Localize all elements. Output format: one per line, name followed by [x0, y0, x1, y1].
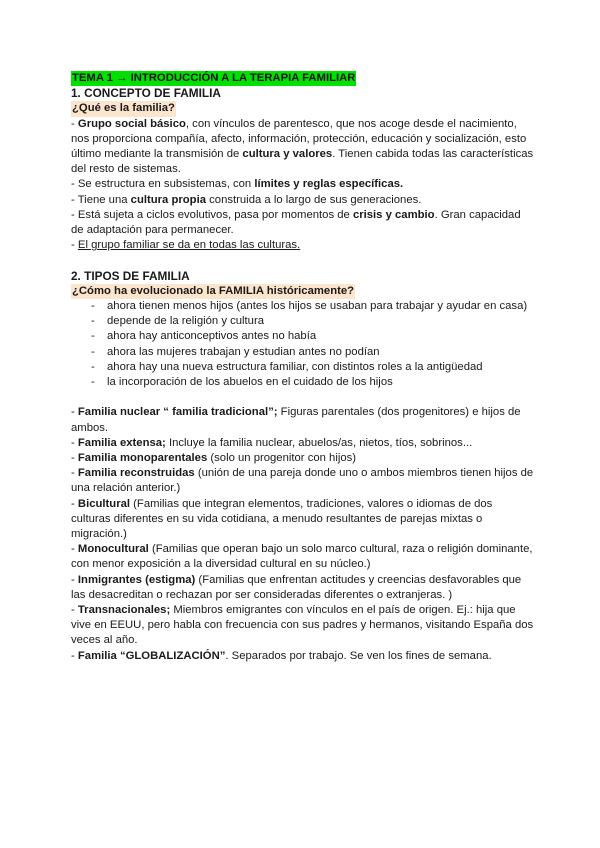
document-body	[71, 71, 541, 664]
bold-term: Familia “GLOBALIZACIÓN”	[77, 649, 226, 662]
text-line	[71, 542, 541, 557]
section-2-question: ¿Cómo ha evolucionado la FAMILIA históricamente?	[71, 284, 355, 299]
text-span: último mediante la transmisión de	[71, 148, 243, 161]
text-line	[71, 588, 541, 603]
text-span: . Gran capacidad	[434, 208, 521, 221]
text-span: Figuras parentales (dos progenitores) e hijos de	[277, 406, 521, 419]
text-line	[71, 603, 541, 618]
bold-term: cultura propia	[130, 193, 206, 206]
bullet-item	[71, 360, 541, 375]
text-line	[71, 573, 541, 588]
bold-term: Familia nuclear “ familia tradicional”;	[77, 406, 278, 419]
text-line	[71, 512, 541, 527]
text-span: Miembros emigrantes con vínculos en el país de origen. Ej.: hija que	[170, 604, 516, 617]
text-span: veces al año.	[71, 634, 138, 647]
text-span: (Familias que enfrentan actitudes y creencias desfavorables que	[195, 573, 522, 586]
family-types-list	[71, 405, 541, 663]
text-line	[71, 177, 541, 192]
text-line	[71, 649, 541, 664]
text-span: de adaptación para permanecer.	[71, 224, 234, 237]
section-2-heading: 2. TIPOS DE FAMILIA	[71, 268, 190, 283]
text-span: nos proporciona compañía, afecto, información, protección, educación y socialización, esto	[71, 132, 527, 145]
bold-term: Familia reconstruidas	[77, 467, 195, 480]
text-span: del resto de sistemas.	[71, 163, 181, 176]
section-1-question: ¿Qué es la familia?	[71, 101, 176, 116]
text-span: -	[71, 497, 78, 510]
bold-term: Inmigrantes (estigma)	[77, 573, 196, 586]
text-span: -	[71, 573, 78, 586]
title-line	[71, 71, 541, 86]
text-line	[71, 223, 541, 238]
text-span: -	[71, 649, 78, 662]
text-line	[71, 557, 541, 572]
text-span: . Separados por trabajo. Se ven los fines de semana.	[225, 649, 492, 662]
text-line	[71, 238, 541, 253]
bold-term: Transnacionales;	[77, 604, 171, 617]
text-span: (unión de una pareja donde uno o ambos miembros tienen hijos de	[194, 467, 534, 480]
text-span: (solo un progenitor con hijos)	[207, 452, 357, 465]
bullet-dash: -	[91, 360, 95, 373]
text-line	[71, 162, 541, 177]
text-span: ambos.	[71, 421, 109, 434]
text-span: -	[71, 239, 78, 252]
text-line	[71, 466, 541, 481]
text-span: - Tiene una	[71, 193, 131, 206]
bold-term: cultura y valores	[242, 148, 333, 161]
bold-term: límites y reglas específicas.	[254, 178, 404, 191]
bold-term: Familia monoparentales	[77, 452, 208, 465]
text-span: - Se estructura en subsistemas, con	[71, 178, 255, 191]
bullet-text: ahora hay una nueva estructura familiar, con distintos roles a la antigüedad	[107, 360, 483, 373]
text-span: -	[71, 452, 78, 465]
bullet-item	[71, 345, 541, 360]
text-span: construida a lo largo de sus generaciones.	[206, 193, 422, 206]
bullet-dash: -	[91, 376, 95, 389]
text-line	[71, 633, 541, 648]
bullet-item	[71, 329, 541, 344]
bold-term: Grupo social básico	[77, 117, 186, 130]
text-span: una relación anterior.)	[71, 482, 181, 495]
bullet-dash: -	[91, 330, 95, 343]
spacer	[71, 253, 541, 268]
text-line	[71, 193, 541, 208]
text-span: (Familias que integran elementos, tradiciones, valores o idiomas de dos	[130, 497, 493, 510]
text-span: las desacreditan o rechazan por ser consideradas diferentes o extranjeras. )	[71, 588, 453, 601]
bullet-item	[71, 299, 541, 314]
text-line	[71, 527, 541, 542]
section-1-lines	[71, 117, 541, 254]
text-line	[71, 147, 541, 162]
spacer	[71, 390, 541, 405]
text-span: -	[71, 604, 78, 617]
text-line	[71, 421, 541, 436]
section-2-bullet-list	[71, 299, 541, 390]
text-span: vive en EEUU, pero habla con frecuencia con sus padres y hermanos, visitando España dos	[71, 619, 534, 632]
bullet-text: ahora las mujeres trabajan y estudian antes no podían	[107, 345, 380, 358]
bullet-text: la incorporación de los abuelos en el cuidado de los hijos	[107, 376, 393, 389]
bold-term: crisis y cambio	[352, 208, 435, 221]
text-line	[71, 436, 541, 451]
text-span: -	[71, 467, 78, 480]
text-line	[71, 405, 541, 420]
bold-term: Monocultural	[77, 543, 149, 556]
bullet-dash: -	[91, 315, 95, 328]
section-1-question-line	[71, 101, 541, 116]
text-span: El grupo familiar se da en todas las culturas.	[77, 239, 301, 252]
text-span: -	[71, 117, 78, 130]
bold-term: Familia extensa;	[77, 436, 166, 449]
document-title: TEMA 1 → INTRODUCCIÓN A LA TERAPIA FAMILIAR	[71, 71, 356, 86]
text-line	[71, 117, 541, 132]
text-line	[71, 618, 541, 633]
text-line	[71, 451, 541, 466]
bullet-text: ahora hay anticonceptivos antes no había	[107, 330, 317, 343]
text-span: - Está sujeta a ciclos evolutivos, pasa por momentos de	[71, 208, 353, 221]
bullet-item	[71, 375, 541, 390]
bullet-dash: -	[91, 345, 95, 358]
bullet-text: ahora tienen menos hijos (antes los hijos se usaban para trabajar y ayudar en casa)	[107, 300, 528, 313]
text-span: . Tienen cabida todas las características	[332, 148, 534, 161]
text-span: culturas diferentes en su vida cotidiana, a menudo resultantes de parejas mixtas o	[71, 512, 483, 525]
text-span: Incluye la familia nuclear, abuelos/as, nietos, tíos, sobrinos...	[165, 436, 473, 449]
text-line	[71, 481, 541, 496]
section-2-question-line	[71, 284, 541, 299]
text-span: con menor exposición a la diversidad cultural en su núcleo.)	[71, 558, 371, 571]
text-span: -	[71, 543, 78, 556]
text-span: (Familias que operan bajo un solo marco cultural, raza o religión dominante,	[148, 543, 533, 556]
text-span: migración.)	[71, 528, 127, 541]
text-span: -	[71, 406, 78, 419]
text-line	[71, 497, 541, 512]
text-span: , con vínculos de parentesco, que nos acoge desde el nacimiento,	[185, 117, 517, 130]
bullet-text: depende de la religión y cultura	[107, 315, 265, 328]
section-1-heading: 1. CONCEPTO DE FAMILIA	[71, 86, 221, 101]
text-span: -	[71, 436, 78, 449]
bullet-item	[71, 314, 541, 329]
text-line	[71, 132, 541, 147]
bullet-dash: -	[91, 300, 95, 313]
text-line	[71, 208, 541, 223]
bold-term: Bicultural	[77, 497, 131, 510]
